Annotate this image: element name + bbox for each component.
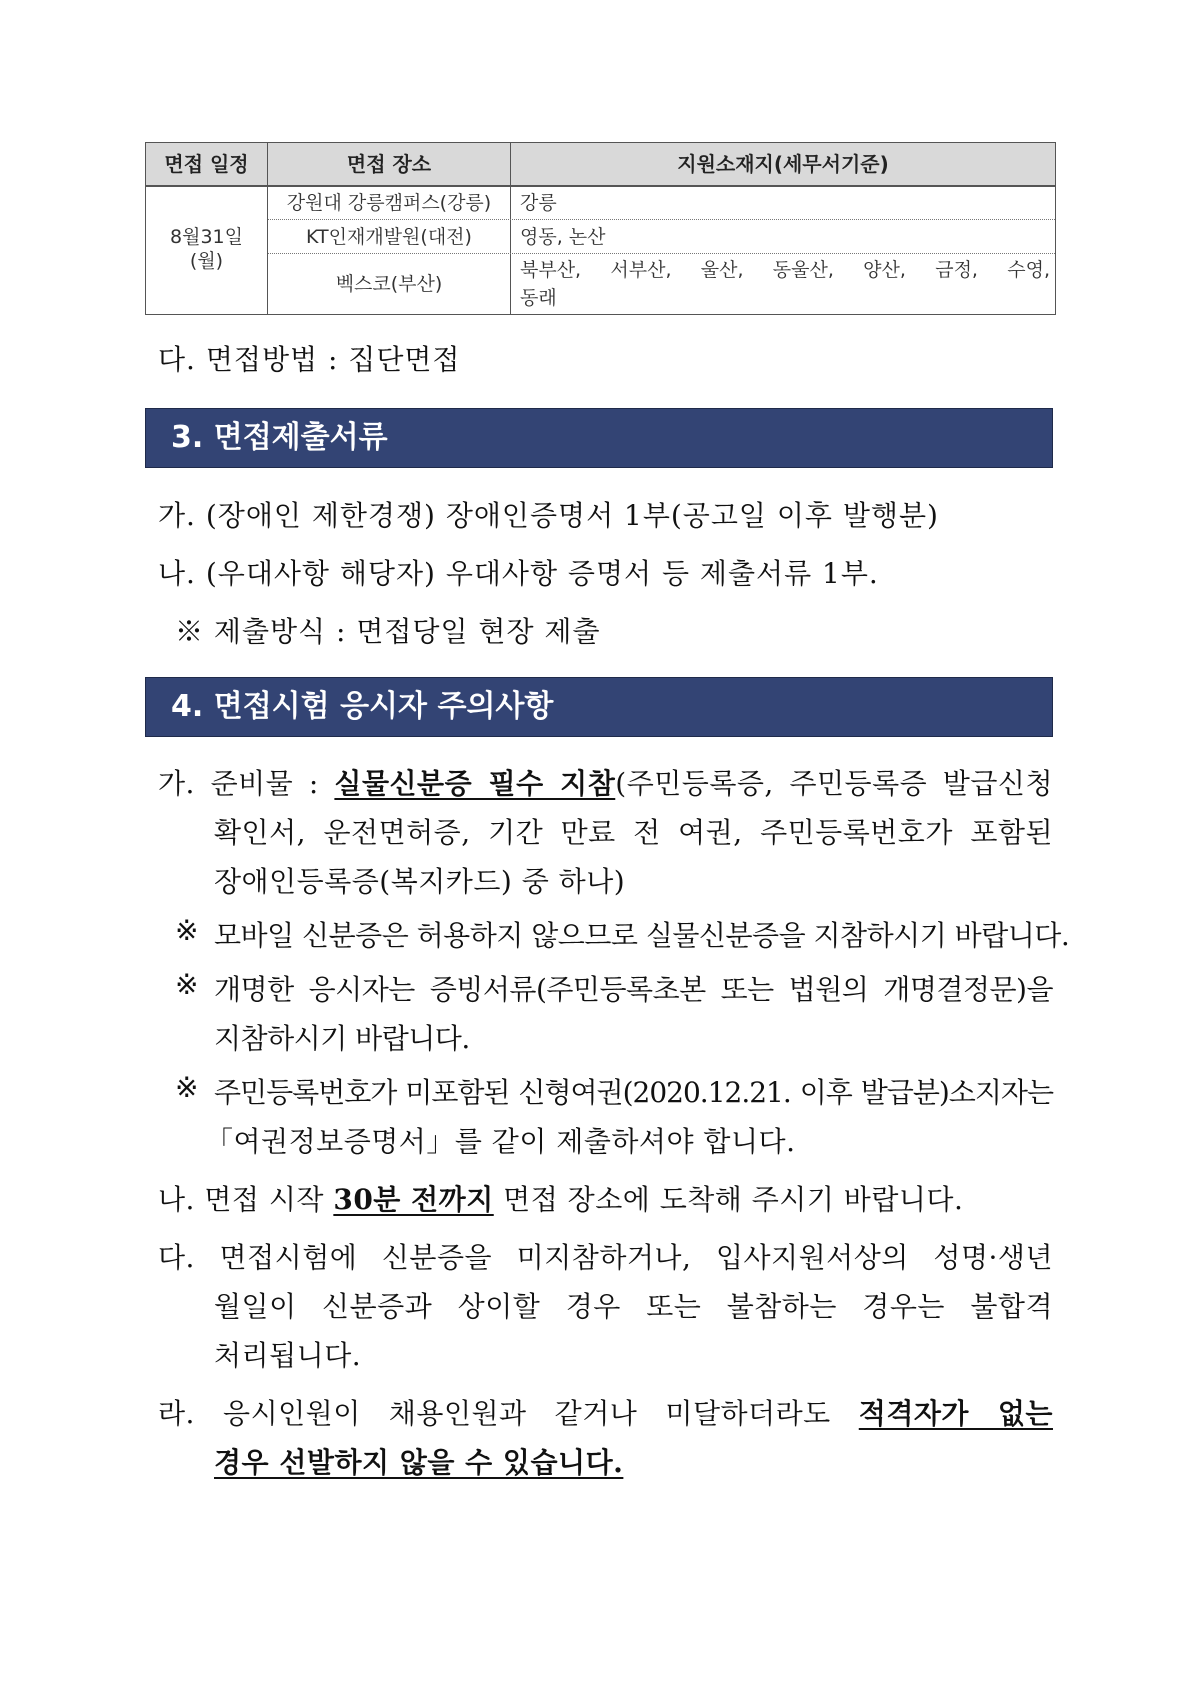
note-mark: ※: [175, 968, 199, 1001]
list-item-line: 경우 선발하지 않을 수 있습니다.: [214, 1446, 624, 1479]
note: 주민등록번호가 미포함된 신형여권(2020.12.21. 이후 발급분)소지자는: [214, 1076, 1053, 1109]
section-title: 3. 면접제출서류: [171, 420, 388, 455]
list-item-line: 월일이 신분증과 상이할 경우 또는 불참하는 경우는 불합격: [214, 1290, 1053, 1323]
note-line: 지참하시기 바랍니다.: [214, 1022, 470, 1055]
item-prefix: 나. 면접 시작: [158, 1183, 334, 1216]
section-3-header: [145, 408, 1053, 468]
region-line: 동래: [520, 287, 557, 309]
date-cell: [146, 225, 267, 273]
list-item-na: [158, 1178, 963, 1218]
date-text: 8월31일: [170, 226, 243, 248]
header-place: 면접 장소: [346, 152, 432, 176]
region-cell: [520, 256, 1050, 312]
item-prefix: 가. 준비물 :: [158, 767, 335, 800]
region-cell: 강릉: [520, 192, 557, 214]
header-region: 지원소재지(세무서기준): [677, 152, 889, 176]
region-cell: 영동, 논산: [520, 226, 606, 248]
section-title: 4. 면접시험 응시자 주의사항: [171, 689, 554, 724]
note: 모바일 신분증은 허용하지 않으므로 실물신분증을 지참하시기 바랍니다.: [214, 919, 1070, 952]
list-item-line: 확인서, 운전면허증, 기간 만료 전 여권, 주민등록번호가 포함된: [214, 816, 1053, 849]
place-cell: 벡스코(부산): [335, 273, 443, 295]
note-mark: ※: [175, 1071, 199, 1104]
emphasis: 30분 전까지: [333, 1183, 494, 1216]
list-item-ga: [158, 762, 1053, 802]
item-text: 면접 장소에 도착해 주시기 바랍니다.: [493, 1183, 964, 1216]
note-mark: ※: [175, 914, 199, 947]
table-header: [146, 143, 1055, 187]
region-line: 북부산, 서부산, 울산, 동울산, 양산, 금정, 수영,: [520, 259, 1050, 281]
list-item-ra: [158, 1392, 1053, 1432]
list-item-line: 장애인등록증(복지카드) 중 하나): [214, 865, 626, 898]
emphasis: 실물신분증 필수 지참: [334, 767, 616, 800]
list-item: 나. (우대사항 해당자) 우대사항 증명서 등 제출서류 1부.: [158, 557, 879, 590]
method-line: 다. 면접방법 : 집단면접: [158, 343, 461, 376]
divider: [510, 143, 511, 314]
list-item-line: 처리됩니다.: [214, 1339, 362, 1372]
section-4-header: [145, 677, 1053, 737]
emphasis: 적격자가 없는: [858, 1397, 1053, 1430]
row-divider: [268, 219, 1055, 220]
item-text: (주민등록증, 주민등록증 발급신청: [615, 767, 1053, 800]
list-item-da: 다. 면접시험에 신분증을 미지참하거나, 입사지원서상의 성명·생년: [158, 1241, 1053, 1274]
place-cell: KT인재개발원(대전): [306, 226, 472, 248]
schedule-table: [145, 142, 1056, 315]
note: 개명한 응시자는 증빙서류(주민등록초본 또는 법원의 개명결정문)을: [214, 973, 1053, 1006]
note-line: 「여권정보증명서」를 같이 제출하셔야 합니다.: [205, 1125, 796, 1158]
header-date: 면접 일정: [164, 152, 249, 176]
item-prefix: 라. 응시인원이 채용인원과 같거나 미달하더라도: [158, 1397, 859, 1430]
day-text: (월): [189, 250, 224, 272]
list-item: 가. (장애인 제한경쟁) 장애인증명서 1부(공고일 이후 발행분): [158, 499, 939, 532]
place-cell: 강원대 강릉캠퍼스(강릉): [286, 192, 492, 214]
note: ※ 제출방식 : 면접당일 현장 제출: [175, 615, 601, 648]
